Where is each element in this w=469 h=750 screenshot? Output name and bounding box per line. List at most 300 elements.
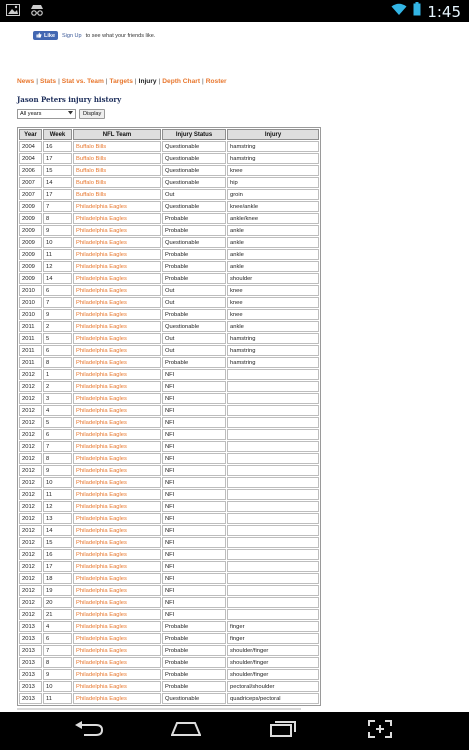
table-row bbox=[19, 549, 319, 560]
table-row bbox=[19, 381, 319, 392]
cell-injury bbox=[227, 381, 319, 392]
cell-week: 7 bbox=[43, 645, 72, 656]
column-header-team[interactable]: NFL Team bbox=[73, 129, 161, 140]
cell-year: 2013 bbox=[19, 657, 42, 668]
home-button[interactable] bbox=[166, 716, 206, 746]
cell-week: 13 bbox=[43, 513, 72, 524]
table-row bbox=[19, 417, 319, 428]
team-link[interactable]: Philadelphia Eagles bbox=[73, 597, 161, 608]
cell-year: 2012 bbox=[19, 465, 42, 476]
cell-year: 2012 bbox=[19, 609, 42, 620]
cell-status: Questionable bbox=[162, 177, 226, 188]
cell-week: 6 bbox=[43, 633, 72, 644]
cell-week: 8 bbox=[43, 453, 72, 464]
team-link[interactable]: Buffalo Bills bbox=[73, 189, 161, 200]
gallery-notification-icon bbox=[6, 3, 20, 21]
team-link[interactable]: Philadelphia Eagles bbox=[73, 693, 161, 704]
cell-injury: finger bbox=[227, 633, 319, 644]
cell-week: 21 bbox=[43, 609, 72, 620]
table-row bbox=[19, 465, 319, 476]
team-link[interactable]: Philadelphia Eagles bbox=[73, 645, 161, 656]
table-row bbox=[19, 189, 319, 200]
cell-status: Out bbox=[162, 285, 226, 296]
injury-table-container bbox=[17, 127, 321, 706]
cell-status: NFI bbox=[162, 405, 226, 416]
cell-year: 2006 bbox=[19, 165, 42, 176]
page-title: Jason Peters injury history bbox=[17, 95, 122, 104]
column-header-injury[interactable]: Injury bbox=[227, 129, 319, 140]
team-link[interactable]: Philadelphia Eagles bbox=[73, 573, 161, 584]
team-link[interactable]: Philadelphia Eagles bbox=[73, 237, 161, 248]
team-link[interactable]: Philadelphia Eagles bbox=[73, 657, 161, 668]
year-filter bbox=[17, 109, 105, 119]
system-nav-bar bbox=[0, 712, 469, 750]
team-link[interactable]: Philadelphia Eagles bbox=[73, 501, 161, 512]
cell-week: 19 bbox=[43, 585, 72, 596]
table-row bbox=[19, 501, 319, 512]
back-icon bbox=[74, 721, 104, 742]
cell-year: 2012 bbox=[19, 477, 42, 488]
cell-status: Probable bbox=[162, 357, 226, 368]
cell-year: 2010 bbox=[19, 285, 42, 296]
table-row bbox=[19, 261, 319, 272]
team-link[interactable]: Philadelphia Eagles bbox=[73, 225, 161, 236]
table-row bbox=[19, 561, 319, 572]
cell-week: 10 bbox=[43, 681, 72, 692]
cell-week: 2 bbox=[43, 321, 72, 332]
team-link[interactable]: Philadelphia Eagles bbox=[73, 213, 161, 224]
nav-link-depth-chart[interactable]: Depth Chart bbox=[162, 78, 201, 85]
table-row bbox=[19, 645, 319, 656]
cell-week: 3 bbox=[43, 393, 72, 404]
table-row bbox=[19, 633, 319, 644]
cell-injury bbox=[227, 597, 319, 608]
table-row bbox=[19, 297, 319, 308]
cell-status: Out bbox=[162, 333, 226, 344]
cell-year: 2011 bbox=[19, 357, 42, 368]
cell-injury: knee bbox=[227, 285, 319, 296]
cell-week: 7 bbox=[43, 441, 72, 452]
cell-status: Questionable bbox=[162, 237, 226, 248]
nav-separator: | bbox=[202, 78, 204, 85]
table-row bbox=[19, 429, 319, 440]
team-link[interactable]: Philadelphia Eagles bbox=[73, 381, 161, 392]
table-row bbox=[19, 321, 319, 332]
table-row bbox=[19, 393, 319, 404]
cell-status: Probable bbox=[162, 213, 226, 224]
cell-status: NFI bbox=[162, 381, 226, 392]
cell-injury bbox=[227, 501, 319, 512]
team-link[interactable]: Philadelphia Eagles bbox=[73, 405, 161, 416]
cell-injury bbox=[227, 441, 319, 452]
cell-status: Probable bbox=[162, 273, 226, 284]
cell-year: 2012 bbox=[19, 573, 42, 584]
back-button[interactable] bbox=[69, 716, 109, 746]
cell-status: Probable bbox=[162, 657, 226, 668]
cell-status: NFI bbox=[162, 573, 226, 584]
nav-separator: | bbox=[58, 78, 60, 85]
cell-year: 2013 bbox=[19, 669, 42, 680]
page-bottom-divider bbox=[17, 708, 301, 710]
cell-year: 2013 bbox=[19, 681, 42, 692]
cell-injury bbox=[227, 549, 319, 560]
cell-status: Out bbox=[162, 297, 226, 308]
cell-week: 15 bbox=[43, 537, 72, 548]
year-select[interactable] bbox=[17, 109, 76, 119]
table-row bbox=[19, 441, 319, 452]
cell-injury: groin bbox=[227, 189, 319, 200]
cell-year: 2009 bbox=[19, 201, 42, 212]
cell-status: Questionable bbox=[162, 141, 226, 152]
cell-week: 11 bbox=[43, 693, 72, 704]
team-link[interactable]: Philadelphia Eagles bbox=[73, 453, 161, 464]
facebook-signup-link[interactable]: Sign Up bbox=[62, 32, 82, 39]
team-link[interactable]: Philadelphia Eagles bbox=[73, 309, 161, 320]
table-row bbox=[19, 333, 319, 344]
team-link[interactable]: Philadelphia Eagles bbox=[73, 561, 161, 572]
team-link[interactable]: Philadelphia Eagles bbox=[73, 261, 161, 272]
cell-week: 20 bbox=[43, 597, 72, 608]
cell-week: 12 bbox=[43, 261, 72, 272]
table-row bbox=[19, 537, 319, 548]
cell-status: Probable bbox=[162, 249, 226, 260]
nav-link-roster[interactable]: Roster bbox=[205, 78, 227, 85]
table-row bbox=[19, 177, 319, 188]
cell-week: 16 bbox=[43, 141, 72, 152]
team-link[interactable]: Philadelphia Eagles bbox=[73, 321, 161, 332]
cell-year: 2004 bbox=[19, 141, 42, 152]
table-row bbox=[19, 669, 319, 680]
web-page[interactable] bbox=[0, 22, 469, 712]
cell-status: Probable bbox=[162, 645, 226, 656]
incognito-notification-icon bbox=[30, 3, 44, 21]
cell-status: NFI bbox=[162, 585, 226, 596]
cell-year: 2012 bbox=[19, 597, 42, 608]
table-header-row bbox=[19, 129, 319, 140]
cell-status: NFI bbox=[162, 561, 226, 572]
facebook-like-bar bbox=[33, 31, 155, 40]
cell-week: 16 bbox=[43, 549, 72, 560]
recents-button[interactable] bbox=[263, 716, 303, 746]
cell-year: 2012 bbox=[19, 429, 42, 440]
cell-injury: knee bbox=[227, 165, 319, 176]
table-row bbox=[19, 573, 319, 584]
nav-link-news[interactable]: News bbox=[17, 78, 35, 85]
nav-separator: | bbox=[134, 78, 137, 85]
cell-year: 2012 bbox=[19, 537, 42, 548]
cell-status: Out bbox=[162, 189, 226, 200]
cell-injury bbox=[227, 525, 319, 536]
nav-separator: | bbox=[158, 78, 161, 85]
battery-icon bbox=[413, 2, 421, 21]
cell-year: 2009 bbox=[19, 237, 42, 248]
cell-week: 8 bbox=[43, 213, 72, 224]
cell-injury: hamstring bbox=[227, 333, 319, 344]
cell-injury bbox=[227, 537, 319, 548]
nav-link-targets[interactable]: Targets bbox=[109, 78, 133, 85]
cell-week: 2 bbox=[43, 381, 72, 392]
cell-year: 2012 bbox=[19, 405, 42, 416]
cell-injury bbox=[227, 585, 319, 596]
home-icon bbox=[171, 722, 201, 741]
like-label: Like bbox=[44, 32, 56, 39]
cell-week: 5 bbox=[43, 333, 72, 344]
cell-year: 2012 bbox=[19, 453, 42, 464]
cell-week: 14 bbox=[43, 525, 72, 536]
table-row bbox=[19, 357, 319, 368]
cell-week: 7 bbox=[43, 201, 72, 212]
table-row bbox=[19, 369, 319, 380]
cell-status: Probable bbox=[162, 681, 226, 692]
cell-injury: hamstring bbox=[227, 345, 319, 356]
cell-year: 2012 bbox=[19, 417, 42, 428]
clock-time: 1:45 bbox=[427, 2, 461, 21]
cell-week: 11 bbox=[43, 489, 72, 500]
team-link[interactable]: Philadelphia Eagles bbox=[73, 345, 161, 356]
team-link[interactable]: Philadelphia Eagles bbox=[73, 681, 161, 692]
cell-year: 2007 bbox=[19, 177, 42, 188]
cell-status: Questionable bbox=[162, 153, 226, 164]
cell-week: 14 bbox=[43, 177, 72, 188]
year-select-value: All years bbox=[20, 111, 42, 117]
team-link[interactable]: Philadelphia Eagles bbox=[73, 537, 161, 548]
team-link[interactable]: Philadelphia Eagles bbox=[73, 417, 161, 428]
cell-injury bbox=[227, 369, 319, 380]
cell-status: NFI bbox=[162, 465, 226, 476]
cell-injury: ankle bbox=[227, 225, 319, 236]
column-header-week[interactable]: Week bbox=[43, 129, 72, 140]
cell-year: 2013 bbox=[19, 621, 42, 632]
team-link[interactable]: Buffalo Bills bbox=[73, 153, 161, 164]
cell-status: NFI bbox=[162, 609, 226, 620]
cell-year: 2011 bbox=[19, 333, 42, 344]
cell-injury: knee bbox=[227, 309, 319, 320]
column-header-year[interactable]: Year bbox=[19, 129, 42, 140]
cell-year: 2009 bbox=[19, 273, 42, 284]
team-link[interactable]: Philadelphia Eagles bbox=[73, 633, 161, 644]
team-link[interactable]: Philadelphia Eagles bbox=[73, 489, 161, 500]
cell-year: 2009 bbox=[19, 261, 42, 272]
table-row bbox=[19, 165, 319, 176]
cell-status: NFI bbox=[162, 477, 226, 488]
cell-status: NFI bbox=[162, 501, 226, 512]
cell-injury: shoulder/finger bbox=[227, 669, 319, 680]
cell-year: 2012 bbox=[19, 441, 42, 452]
column-header-status[interactable]: Injury Status bbox=[162, 129, 226, 140]
table-row bbox=[19, 477, 319, 488]
team-link[interactable]: Philadelphia Eagles bbox=[73, 585, 161, 596]
cell-week: 9 bbox=[43, 669, 72, 680]
cell-year: 2013 bbox=[19, 693, 42, 704]
table-row bbox=[19, 285, 319, 296]
cell-status: NFI bbox=[162, 549, 226, 560]
cell-year: 2012 bbox=[19, 561, 42, 572]
facebook-like-button[interactable] bbox=[33, 31, 58, 40]
nav-link-injury[interactable]: Injury bbox=[138, 78, 157, 85]
status-bar bbox=[0, 0, 469, 22]
cell-year: 2013 bbox=[19, 633, 42, 644]
cell-year: 2011 bbox=[19, 321, 42, 332]
team-link[interactable]: Philadelphia Eagles bbox=[73, 477, 161, 488]
dropdown-arrow-icon bbox=[68, 111, 73, 117]
cell-status: Probable bbox=[162, 261, 226, 272]
team-link[interactable]: Buffalo Bills bbox=[73, 141, 161, 152]
cell-year: 2007 bbox=[19, 189, 42, 200]
cell-week: 10 bbox=[43, 237, 72, 248]
team-link[interactable]: Philadelphia Eagles bbox=[73, 369, 161, 380]
cell-status: Questionable bbox=[162, 693, 226, 704]
team-link[interactable]: Philadelphia Eagles bbox=[73, 465, 161, 476]
cell-week: 17 bbox=[43, 561, 72, 572]
cell-year: 2009 bbox=[19, 249, 42, 260]
cell-injury bbox=[227, 513, 319, 524]
cell-year: 2010 bbox=[19, 309, 42, 320]
cell-week: 10 bbox=[43, 477, 72, 488]
cell-status: Questionable bbox=[162, 321, 226, 332]
team-link[interactable]: Philadelphia Eagles bbox=[73, 249, 161, 260]
team-link[interactable]: Philadelphia Eagles bbox=[73, 333, 161, 344]
table-row bbox=[19, 513, 319, 524]
table-row bbox=[19, 213, 319, 224]
cell-injury: pectoral/shoulder bbox=[227, 681, 319, 692]
player-nav bbox=[17, 78, 227, 85]
cell-injury bbox=[227, 429, 319, 440]
team-link[interactable]: Philadelphia Eagles bbox=[73, 273, 161, 284]
team-link[interactable]: Buffalo Bills bbox=[73, 177, 161, 188]
table-row bbox=[19, 309, 319, 320]
table-row bbox=[19, 141, 319, 152]
table-row bbox=[19, 681, 319, 692]
team-link[interactable]: Buffalo Bills bbox=[73, 165, 161, 176]
team-link[interactable]: Philadelphia Eagles bbox=[73, 669, 161, 680]
cell-status: Probable bbox=[162, 669, 226, 680]
cell-status: NFI bbox=[162, 537, 226, 548]
team-link[interactable]: Philadelphia Eagles bbox=[73, 297, 161, 308]
table-row bbox=[19, 585, 319, 596]
cell-injury: ankle bbox=[227, 249, 319, 260]
cell-status: NFI bbox=[162, 513, 226, 524]
table-row bbox=[19, 237, 319, 248]
cell-week: 4 bbox=[43, 621, 72, 632]
cell-year: 2009 bbox=[19, 225, 42, 236]
team-link[interactable]: Philadelphia Eagles bbox=[73, 429, 161, 440]
screenshot-button[interactable] bbox=[360, 716, 400, 746]
team-link[interactable]: Philadelphia Eagles bbox=[73, 441, 161, 452]
cell-injury: ankle bbox=[227, 321, 319, 332]
cell-injury bbox=[227, 393, 319, 404]
table-row bbox=[19, 597, 319, 608]
cell-week: 8 bbox=[43, 657, 72, 668]
cell-injury: ankle bbox=[227, 237, 319, 248]
cell-week: 14 bbox=[43, 273, 72, 284]
cell-status: Probable bbox=[162, 225, 226, 236]
cell-status: Out bbox=[162, 345, 226, 356]
team-link[interactable]: Philadelphia Eagles bbox=[73, 513, 161, 524]
cell-injury: knee/ankle bbox=[227, 201, 319, 212]
cell-injury: knee bbox=[227, 297, 319, 308]
nav-link-stat-vs-team[interactable]: Stat vs. Team bbox=[61, 78, 104, 85]
cell-week: 18 bbox=[43, 573, 72, 584]
team-link[interactable]: Philadelphia Eagles bbox=[73, 609, 161, 620]
team-link[interactable]: Philadelphia Eagles bbox=[73, 621, 161, 632]
cell-status: Probable bbox=[162, 633, 226, 644]
cell-status: Probable bbox=[162, 309, 226, 320]
table-row bbox=[19, 621, 319, 632]
cell-week: 8 bbox=[43, 357, 72, 368]
table-row bbox=[19, 489, 319, 500]
cell-year: 2009 bbox=[19, 213, 42, 224]
cell-injury: finger bbox=[227, 621, 319, 632]
cell-week: 17 bbox=[43, 153, 72, 164]
cell-year: 2012 bbox=[19, 513, 42, 524]
table-row bbox=[19, 249, 319, 260]
table-row bbox=[19, 345, 319, 356]
team-link[interactable]: Philadelphia Eagles bbox=[73, 525, 161, 536]
cell-injury: shoulder/finger bbox=[227, 657, 319, 668]
cell-week: 9 bbox=[43, 225, 72, 236]
cell-year: 2012 bbox=[19, 489, 42, 500]
cell-year: 2010 bbox=[19, 297, 42, 308]
cell-week: 12 bbox=[43, 501, 72, 512]
table-row bbox=[19, 609, 319, 620]
cell-injury: ankle/knee bbox=[227, 213, 319, 224]
cell-week: 7 bbox=[43, 297, 72, 308]
cell-week: 15 bbox=[43, 165, 72, 176]
cell-year: 2012 bbox=[19, 501, 42, 512]
team-link[interactable]: Philadelphia Eagles bbox=[73, 357, 161, 368]
display-button[interactable]: Display bbox=[79, 109, 105, 119]
cell-year: 2012 bbox=[19, 549, 42, 560]
cell-week: 9 bbox=[43, 465, 72, 476]
cell-status: NFI bbox=[162, 489, 226, 500]
table-body bbox=[19, 141, 319, 704]
cell-status: Questionable bbox=[162, 165, 226, 176]
recents-icon bbox=[270, 721, 296, 742]
screenshot-icon bbox=[368, 720, 392, 743]
cell-status: NFI bbox=[162, 597, 226, 608]
wifi-icon bbox=[391, 3, 407, 21]
cell-status: NFI bbox=[162, 417, 226, 428]
cell-week: 11 bbox=[43, 249, 72, 260]
cell-year: 2012 bbox=[19, 393, 42, 404]
cell-injury: ankle bbox=[227, 261, 319, 272]
nav-link-stats[interactable]: Stats bbox=[39, 78, 57, 85]
cell-injury bbox=[227, 453, 319, 464]
cell-injury bbox=[227, 489, 319, 500]
cell-injury: hamstring bbox=[227, 141, 319, 152]
cell-status: NFI bbox=[162, 441, 226, 452]
team-link[interactable]: Philadelphia Eagles bbox=[73, 201, 161, 212]
team-link[interactable]: Philadelphia Eagles bbox=[73, 549, 161, 560]
table-row bbox=[19, 405, 319, 416]
cell-injury bbox=[227, 573, 319, 584]
cell-injury: hamstring bbox=[227, 357, 319, 368]
cell-week: 6 bbox=[43, 345, 72, 356]
cell-status: NFI bbox=[162, 369, 226, 380]
table-row bbox=[19, 273, 319, 284]
team-link[interactable]: Philadelphia Eagles bbox=[73, 393, 161, 404]
table-row bbox=[19, 453, 319, 464]
facebook-suffix-text: to see what your friends like. bbox=[85, 32, 156, 39]
nav-separator: | bbox=[36, 78, 38, 85]
cell-week: 6 bbox=[43, 429, 72, 440]
cell-status: NFI bbox=[162, 429, 226, 440]
team-link[interactable]: Philadelphia Eagles bbox=[73, 285, 161, 296]
cell-injury: quadriceps/pectoral bbox=[227, 693, 319, 704]
cell-status: NFI bbox=[162, 393, 226, 404]
cell-year: 2011 bbox=[19, 345, 42, 356]
cell-year: 2013 bbox=[19, 645, 42, 656]
